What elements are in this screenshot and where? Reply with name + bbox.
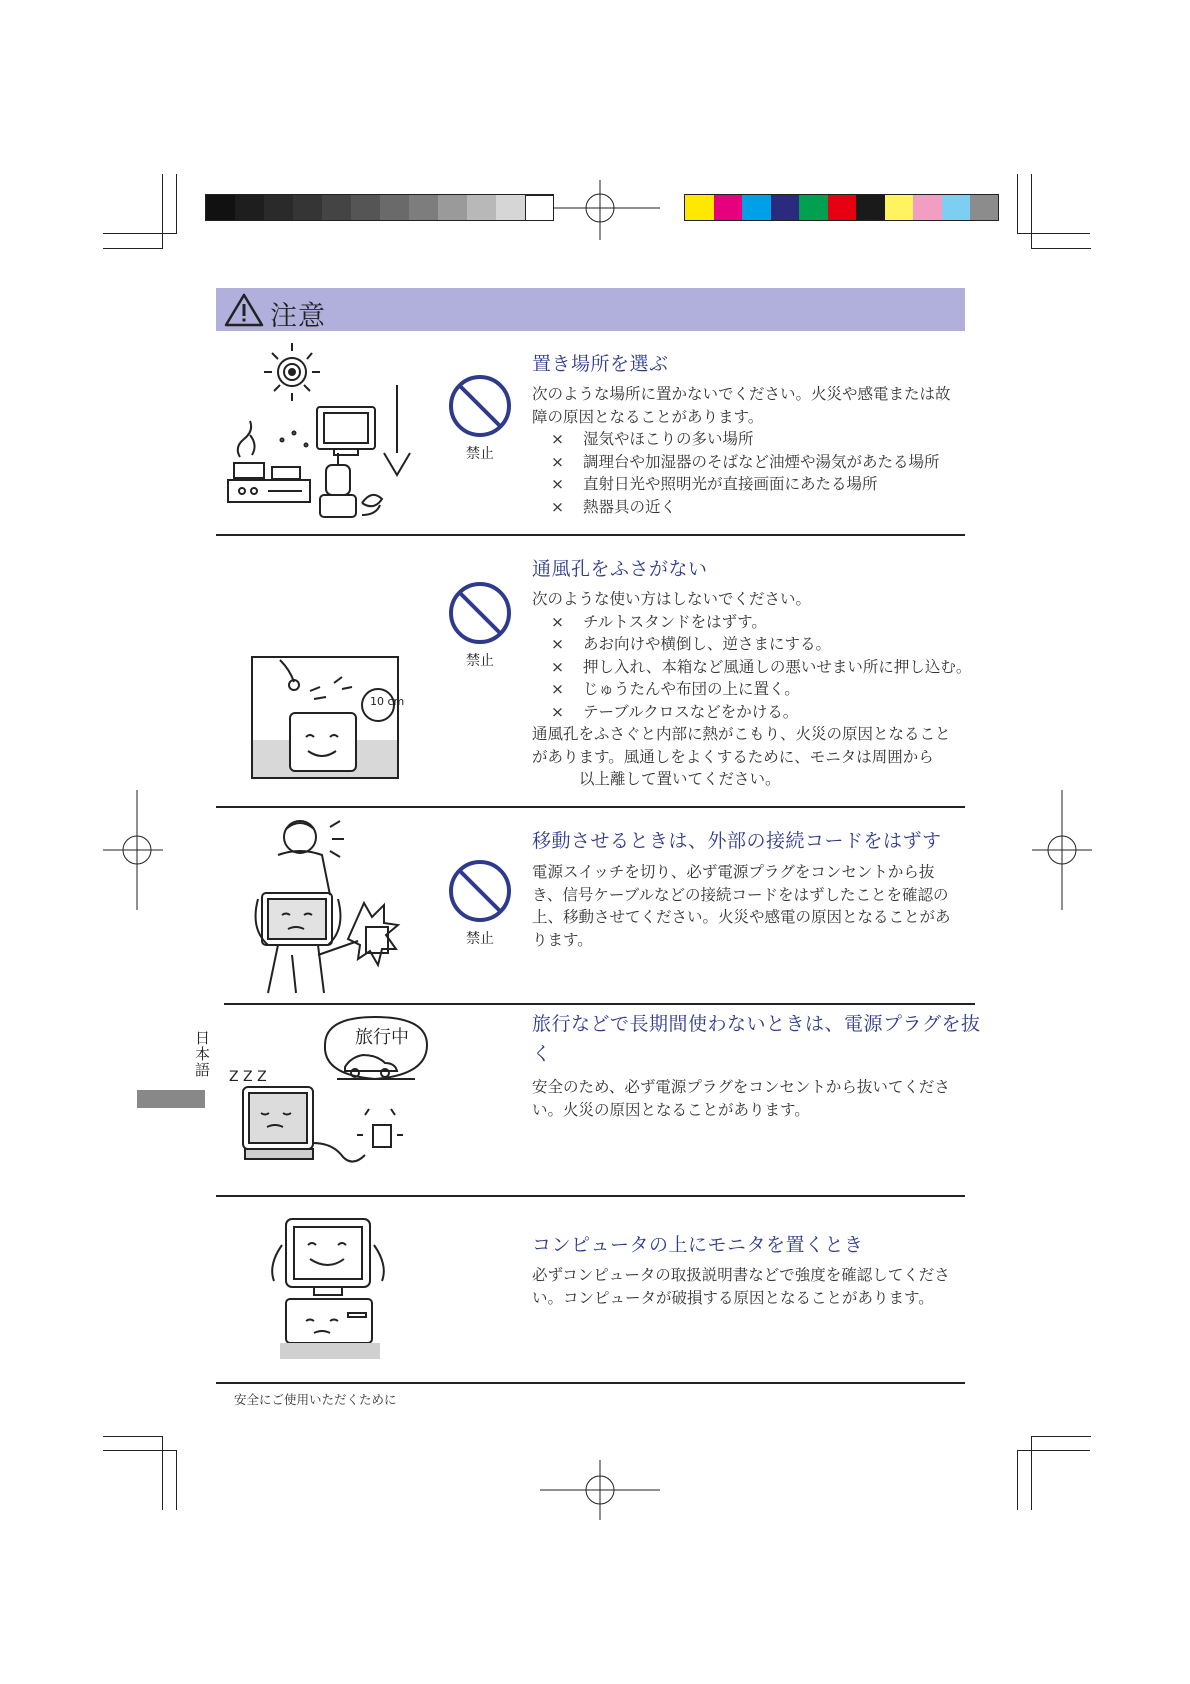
prohibition-icon: [447, 580, 513, 646]
section-title: 通風孔をふさがない: [532, 558, 708, 580]
section-divider: [216, 1195, 965, 1197]
color-swatch: [771, 195, 800, 221]
body-line: き、信号ケーブルなどの接続コードをはずしたことを確認の: [532, 885, 949, 904]
body-line: ります。: [532, 930, 593, 949]
color-swatch: [913, 195, 942, 221]
list-item: × じゅうたんや布団の上に置く。: [551, 680, 800, 698]
body-line: 必ずコンピュータの取扱説明書などで強度を確認してくださ: [532, 1266, 950, 1284]
list-item: × 押し入れ、本箱など風通しの悪いせまい所に押し込む。: [551, 657, 972, 676]
section-divider: [216, 534, 965, 536]
language-tab-marker: [137, 1090, 205, 1108]
list-item: × テーブルクロスなどをかける。: [551, 702, 799, 721]
prohibition-icon: [447, 373, 513, 439]
section-title: コンピュータの上にモニタを置くとき: [532, 1234, 864, 1256]
gray-swatch: [380, 195, 409, 221]
registration-target-icon: [1032, 790, 1092, 910]
color-swatch: [685, 195, 714, 221]
gray-swatch: [206, 195, 235, 221]
body-line: い。コンピュータが破損する原因となることがあります。: [532, 1288, 934, 1307]
section-body: [532, 383, 967, 518]
prohibition-label: 禁止: [466, 653, 494, 669]
person-carrying-monitor-illustration: [248, 815, 408, 995]
travel-note: 旅行中: [355, 1027, 409, 1048]
language-tab-label: 日本語: [193, 1030, 211, 1078]
distance-note: 10 cm: [370, 695, 405, 708]
gray-swatch: [351, 195, 380, 221]
body-line: があります。風通しをよくするために、モニタは周囲から: [532, 747, 934, 766]
registration-target-icon: [540, 1460, 660, 1520]
gray-swatch: [467, 195, 496, 221]
sleeping-monitor-unplugged-illustration: [225, 1015, 435, 1175]
caution-title: 注意: [270, 301, 326, 332]
color-swatch: [714, 195, 743, 221]
body-line: 電源スイッチを切り、必ず電源プラグをコンセントから抜: [532, 863, 935, 881]
list-item: × 直射日光や照明光が直接画面にあたる場所: [551, 475, 878, 493]
prohibition-label: 禁止: [466, 931, 494, 947]
gray-swatch: [438, 195, 467, 221]
monitor-on-computer-illustration: [258, 1215, 398, 1365]
warning-triangle-icon: [224, 293, 264, 327]
body-line: 障の原因となることがあります。: [532, 407, 764, 426]
body-line: 次のような使い方はしないでください。: [532, 590, 812, 608]
gray-swatch: [235, 195, 264, 221]
prohibition-mark: [443, 858, 517, 948]
monitor-ventilation-illustration: [250, 655, 405, 780]
body-line: 次のような場所に置かないでください。火災や感電または故: [532, 385, 951, 403]
registration-target-icon: [103, 790, 163, 910]
prohibition-label: 禁止: [466, 446, 494, 462]
gray-swatch: [525, 195, 554, 221]
registration-target-icon: [540, 180, 660, 240]
color-swatch: [970, 195, 999, 221]
section-title: 移動させるときは、外部の接続コードをはずす: [532, 830, 942, 852]
list-item: × あお向けや横倒し、逆さまにする。: [551, 635, 832, 653]
caution-header-bar: [216, 288, 965, 331]
sleep-zzz: Z Z Z: [229, 1069, 267, 1085]
section-body: [532, 861, 967, 951]
list-item: × チルトスタンドをはずす。: [551, 612, 767, 631]
gray-swatch: [293, 195, 322, 221]
section-body: [532, 1264, 967, 1309]
list-item: × 熱器具の近く: [551, 497, 677, 516]
section-body: [532, 588, 972, 791]
section-divider: [216, 806, 965, 808]
body-line: 上、移動させてください。火災や感電の原因となることがあ: [532, 908, 951, 926]
color-swatch: [856, 195, 885, 221]
color-swatch: [942, 195, 971, 221]
prohibition-mark: [443, 580, 517, 670]
page-footer: 安全にご使用いただくために: [234, 1392, 397, 1407]
monitor-placement-hazards-illustration: [222, 335, 422, 525]
gray-swatch: [322, 195, 351, 221]
body-line: 通風孔をふさぐと内部に熱がこもり、火災の原因となること: [532, 725, 951, 743]
color-swatch: [799, 195, 828, 221]
list-item: × 調理台や加湿器のそばなど油煙や湯気があたる場所: [551, 452, 940, 471]
color-swatch: [828, 195, 857, 221]
body-line: 安全のため、必ず電源プラグをコンセントから抜いてくださ: [532, 1078, 950, 1096]
section-divider: [224, 1003, 975, 1005]
section-divider: [216, 1382, 965, 1384]
section-body: [532, 1076, 967, 1121]
section-title: 旅行などで長期間使わないときは、電源プラグを抜 く: [532, 1013, 981, 1065]
body-line: い。火災の原因となることがあります。: [532, 1100, 810, 1119]
gray-swatch: [409, 195, 438, 221]
prohibition-icon: [447, 858, 513, 924]
color-swatch: [742, 195, 771, 221]
color-swatch: [885, 195, 914, 221]
body-line: 以上離して置いてください。: [579, 770, 781, 788]
section-title: 置き場所を選ぶ: [532, 353, 669, 375]
list-item: × 湿気やほこりの多い場所: [551, 430, 754, 448]
gray-swatch: [264, 195, 293, 221]
prohibition-mark: [443, 373, 517, 463]
gray-swatch: [496, 195, 525, 221]
